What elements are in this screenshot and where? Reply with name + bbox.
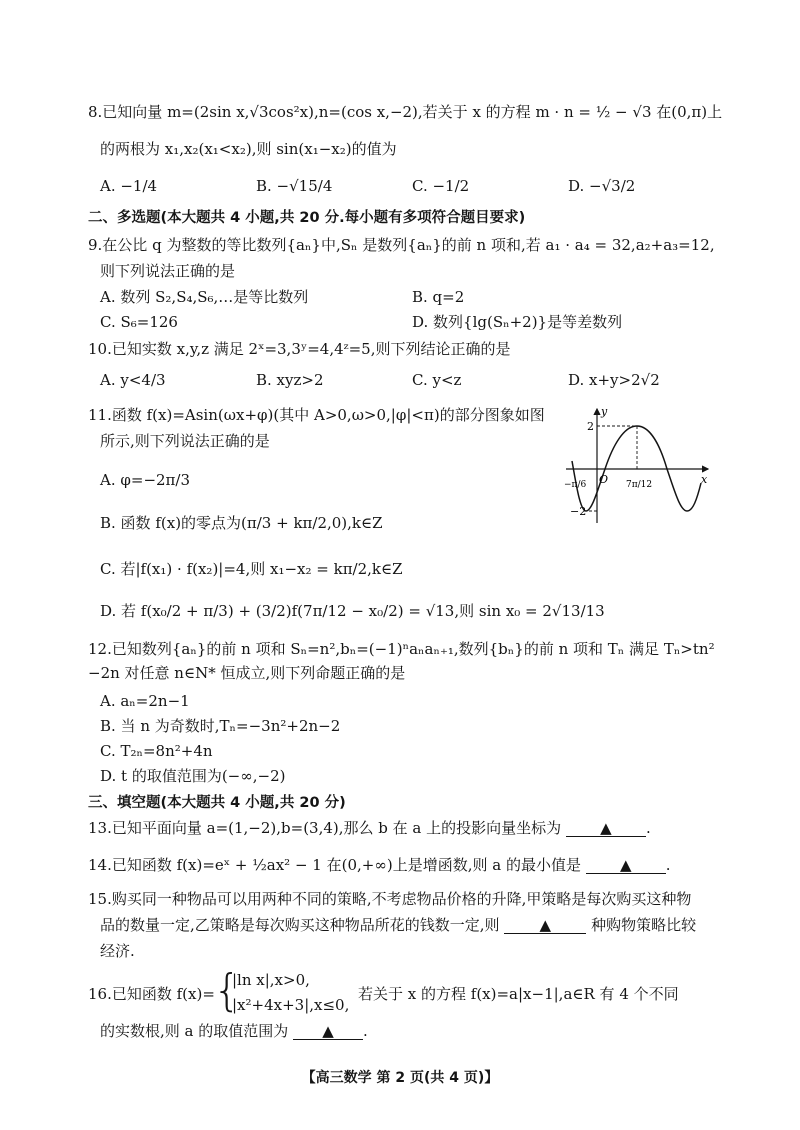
q8-line1: 8.已知向量 m=(2sin x,√3cos²x),n=(cos x,−2),若关于 x 的方程 m · n = ½ − √3 在(0,π)上 bbox=[88, 103, 723, 121]
q10-option-a: A. y<4/3 bbox=[100, 371, 166, 389]
q10-option-b: B. xyz>2 bbox=[256, 371, 324, 389]
q9-option-c: C. S₆=126 bbox=[100, 313, 178, 331]
q16-case2: |x²+4x+3|,x≤0, bbox=[232, 996, 350, 1014]
q16-end: . bbox=[363, 1022, 368, 1040]
graph-xpeak-label: 7π/12 bbox=[626, 480, 653, 490]
q12-option-a: A. aₙ=2n−1 bbox=[100, 692, 190, 710]
q9-line2: 则下列说法正确的是 bbox=[100, 262, 236, 280]
q11-line1: 11.函数 f(x)=Asin(ωx+φ)(其中 A>0,ω>0,|φ|<π)的部分图象如图 bbox=[88, 406, 545, 424]
q11-option-d: D. 若 f(x₀/2 + π/3) + (3/2)f(7π/12 − x₀/2) = √13,则 sin x₀ = 2√13/13 bbox=[100, 602, 605, 620]
q15-line2 bbox=[100, 914, 696, 936]
q12-option-c: C. T₂ₙ=8n²+4n bbox=[100, 742, 213, 760]
graph-xleft-label: −π/6 bbox=[564, 480, 587, 490]
q12-option-b: B. 当 n 为奇数时,Tₙ=−3n²+2n−2 bbox=[100, 717, 341, 735]
graph-ymin-label: −2 bbox=[570, 505, 587, 518]
q13-text: 13.已知平面向量 a=(1,−2),b=(3,4),那么 b 在 a 上的投影向量坐标为 bbox=[88, 819, 562, 837]
q16-brace: { bbox=[213, 965, 241, 1016]
q13-answer-blank[interactable]: ▲ bbox=[566, 818, 646, 837]
q8-option-b: B. −√15/4 bbox=[256, 177, 333, 195]
q15-text-b: 种购物策略比较 bbox=[591, 916, 697, 934]
graph-ymax-label: 2 bbox=[587, 420, 594, 433]
q14-answer-blank[interactable]: ▲ bbox=[586, 855, 666, 874]
q11-option-a: A. φ=−2π/3 bbox=[100, 471, 191, 489]
q15-line1: 15.购买同一种物品可以用两种不同的策略,不考虑物品价格的升降,甲策略是每次购买这种物 bbox=[88, 890, 692, 908]
q15-text-a: 品的数量一定,乙策略是每次购买这种物品所花的钱数一定,则 bbox=[100, 916, 500, 934]
q16-answer-blank[interactable]: ▲ bbox=[293, 1021, 363, 1040]
q16-line2 bbox=[100, 1020, 368, 1042]
q13-end: . bbox=[645, 819, 651, 837]
q11-option-c: C. 若|f(x₁) · f(x₂)|=4,则 x₁−x₂ = kπ/2,k∈Z bbox=[100, 560, 403, 578]
q15-answer-blank[interactable]: ▲ bbox=[504, 915, 586, 934]
q9-line1: 9.在公比 q 为整数的等比数列{aₙ}中,Sₙ 是数列{aₙ}的前 n 项和,若 a₁ · a₄ = 32,a₂+a₃=12, bbox=[88, 236, 715, 254]
q14-end: . bbox=[665, 856, 671, 874]
q16-lead: 16.已知函数 f(x)= bbox=[88, 985, 215, 1003]
q10-option-c: C. y<z bbox=[412, 371, 462, 389]
q12-line2: −2n 对任意 n∈N* 恒成立,则下列命题正确的是 bbox=[88, 664, 406, 682]
graph-y-label: y bbox=[601, 405, 608, 418]
section-fill-blank-heading: 三、填空题(本大题共 4 小题,共 20 分) bbox=[88, 795, 346, 811]
q9-option-a: A. 数列 S₂,S₄,S₆,…是等比数列 bbox=[100, 288, 309, 306]
q8-option-d: D. −√3/2 bbox=[568, 177, 636, 195]
q16-text: 的实数根,则 a 的取值范围为 bbox=[100, 1022, 289, 1040]
q12-line1: 12.已知数列{aₙ}的前 n 项和 Sₙ=n²,bₙ=(−1)ⁿaₙaₙ₊₁,数列{bₙ}的前 n 项和 Tₙ 满足 Tₙ>tn² bbox=[88, 640, 715, 658]
q11-option-b: B. 函数 f(x)的零点为(π/3 + kπ/2,0),k∈Z bbox=[100, 514, 383, 532]
q16-case1: |ln x|,x>0, bbox=[232, 971, 310, 989]
q15-line3: 经济. bbox=[100, 942, 135, 960]
q11-sine-graph bbox=[562, 403, 712, 528]
q11-line2: 所示,则下列说法正确的是 bbox=[100, 432, 270, 450]
q10-line1: 10.已知实数 x,y,z 满足 2ˣ=3,3ʸ=4,4ᶻ=5,则下列结论正确的是 bbox=[88, 340, 511, 358]
q8-option-a: A. −1/4 bbox=[100, 177, 158, 195]
graph-x-label: x bbox=[701, 473, 708, 486]
q14-text: 14.已知函数 f(x)=eˣ + ½ax² − 1 在(0,+∞)上是增函数,则 a 的最小值是 bbox=[88, 856, 581, 874]
q9-option-d: D. 数列{lg(Sₙ+2)}是等差数列 bbox=[412, 313, 623, 331]
q10-option-d: D. x+y>2√2 bbox=[568, 371, 660, 389]
q9-option-b: B. q=2 bbox=[412, 288, 465, 306]
graph-origin-label: O bbox=[599, 473, 609, 486]
q16-rest: 若关于 x 的方程 f(x)=a|x−1|,a∈R 有 4 个不同 bbox=[358, 985, 679, 1003]
q8-option-c: C. −1/2 bbox=[412, 177, 470, 195]
section-multiple-choice-heading: 二、多选题(本大题共 4 小题,共 20 分.每小题有多项符合题目要求) bbox=[88, 210, 526, 226]
q13-line bbox=[88, 817, 651, 839]
q12-option-d: D. t 的取值范围为(−∞,−2) bbox=[100, 767, 286, 785]
q14-line bbox=[88, 854, 671, 876]
page-footer: 【高三数学 第 2 页(共 4 页)】 bbox=[301, 1070, 499, 1086]
q8-line2: 的两根为 x₁,x₂(x₁<x₂),则 sin(x₁−x₂)的值为 bbox=[100, 140, 397, 158]
